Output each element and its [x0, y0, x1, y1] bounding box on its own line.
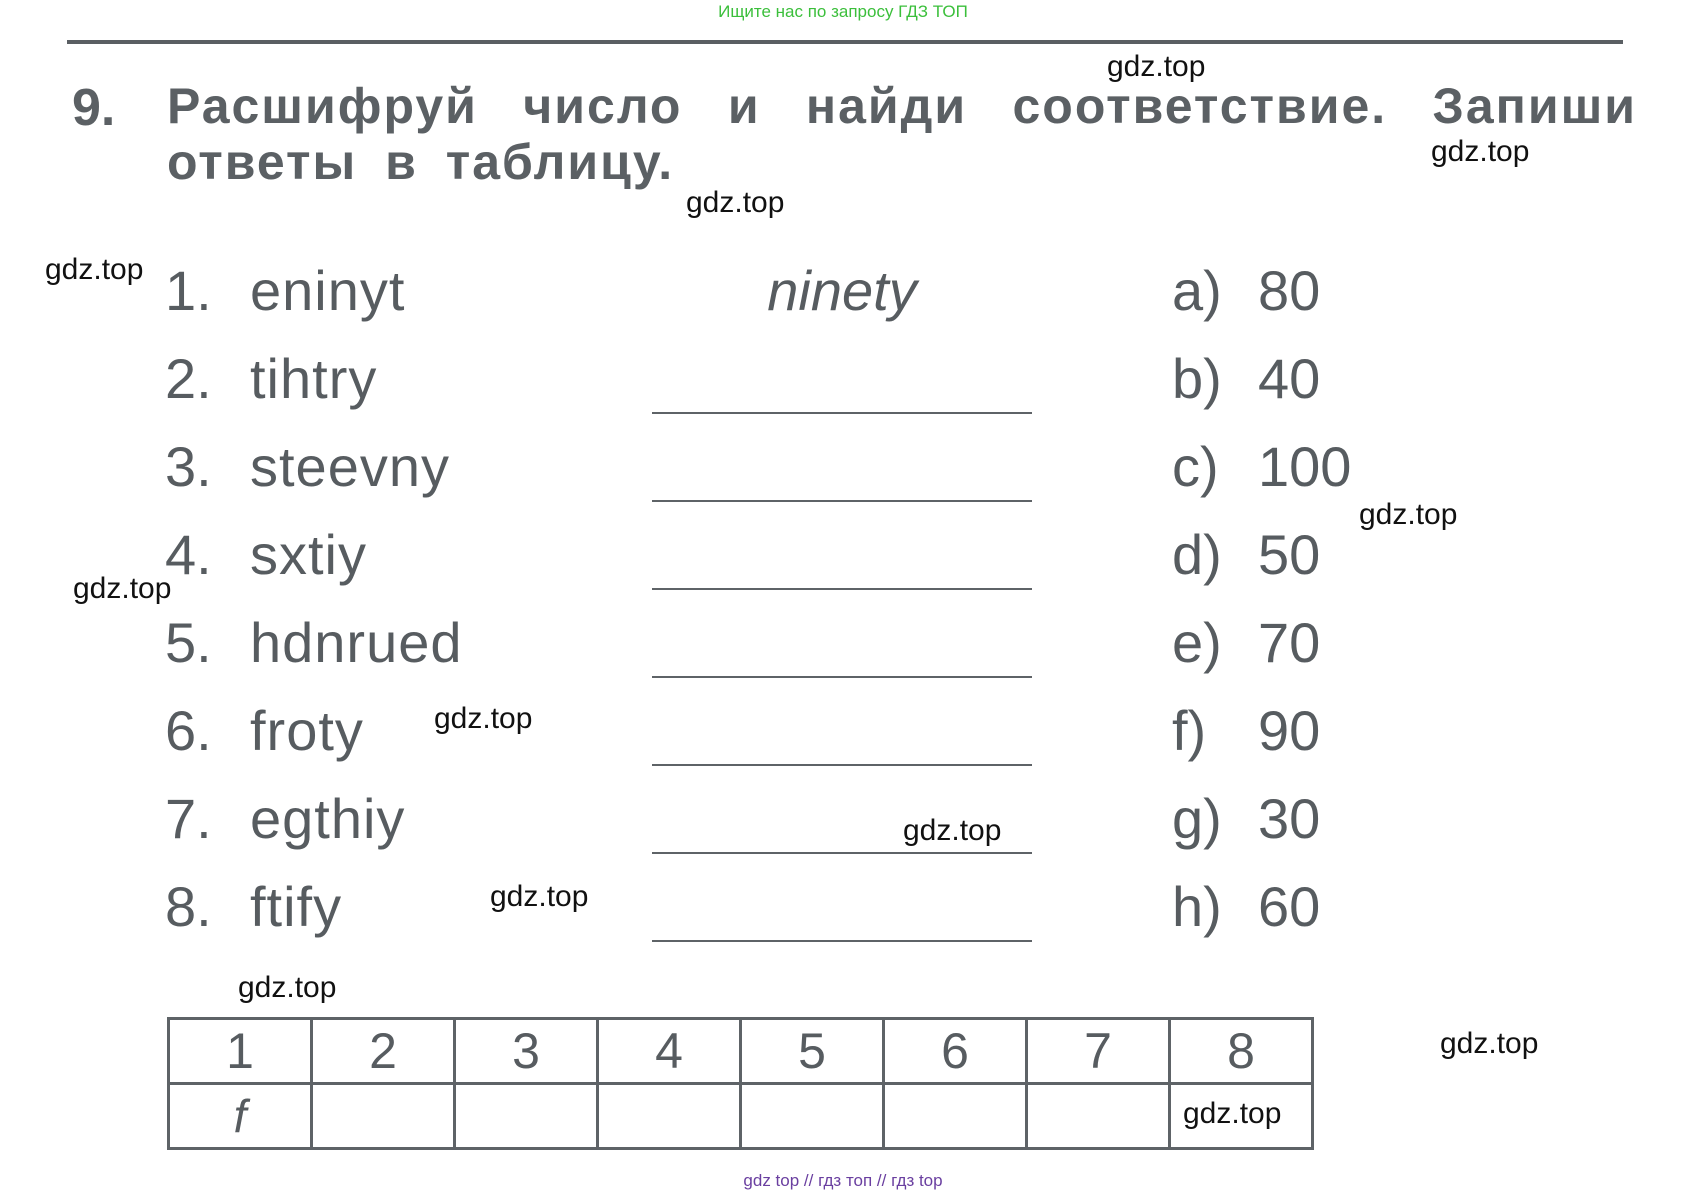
table-answer-cell[interactable] — [741, 1084, 884, 1149]
option-value: 30 — [1258, 787, 1321, 850]
list-item — [0, 874, 1686, 962]
option-value: 50 — [1258, 523, 1321, 586]
item-number: 3. — [165, 435, 212, 498]
option-letter: g) — [1172, 787, 1222, 850]
scrambled-word: steevny — [250, 435, 450, 498]
scrambled-word: hdnrued — [250, 611, 463, 674]
item-number: 5. — [165, 611, 212, 674]
answer-line[interactable] — [652, 852, 1032, 854]
watermark: gdz.top — [1440, 1027, 1539, 1060]
answer-line[interactable] — [652, 588, 1032, 590]
answer-line[interactable] — [652, 500, 1032, 502]
table-header-cell: 1 — [169, 1019, 312, 1084]
table-answer-row — [169, 1084, 1313, 1149]
table-header-cell: 7 — [1027, 1019, 1170, 1084]
scrambled-word: tihtry — [250, 347, 378, 410]
item-number: 6. — [165, 699, 212, 762]
list-item — [0, 258, 1686, 346]
list-item — [0, 346, 1686, 434]
table-answer-cell[interactable] — [884, 1084, 1027, 1149]
table-header-cell: 3 — [455, 1019, 598, 1084]
list-item — [0, 786, 1686, 874]
option-letter: e) — [1172, 611, 1222, 674]
answer-line[interactable] — [652, 764, 1032, 766]
list-item — [0, 522, 1686, 610]
option-letter: b) — [1172, 347, 1222, 410]
watermark: gdz.top — [73, 572, 172, 605]
watermark: gdz.top — [1183, 1097, 1282, 1130]
watermark: gdz.top — [238, 971, 337, 1004]
option-letter: f) — [1172, 699, 1207, 762]
watermark: gdz.top — [1107, 50, 1206, 83]
option-letter: h) — [1172, 875, 1222, 938]
table-header-cell: 8 — [1170, 1019, 1313, 1084]
scrambled-word: eninyt — [250, 259, 406, 322]
option-value: 70 — [1258, 611, 1321, 674]
scrambled-word: ftify — [250, 875, 343, 938]
watermark: gdz.top — [434, 702, 533, 735]
item-number: 7. — [165, 787, 212, 850]
scrambled-word: froty — [250, 699, 364, 762]
option-value: 90 — [1258, 699, 1321, 762]
top-banner[interactable]: Ищите нас по запросу ГДЗ ТОП — [718, 2, 968, 21]
answer-line[interactable] — [652, 940, 1032, 942]
table-header-cell: 4 — [598, 1019, 741, 1084]
item-number: 8. — [165, 875, 212, 938]
item-number: 4. — [165, 523, 212, 586]
table-answer-cell[interactable] — [312, 1084, 455, 1149]
answer-table — [167, 1017, 1314, 1150]
scrambled-word: sxtiy — [250, 523, 367, 586]
table-answer-cell[interactable] — [455, 1084, 598, 1149]
option-value: 80 — [1258, 259, 1321, 322]
table-header-cell: 5 — [741, 1019, 884, 1084]
item-number: 1. — [165, 259, 212, 322]
table-header-cell: 2 — [312, 1019, 455, 1084]
option-value: 100 — [1258, 435, 1352, 498]
top-rule — [67, 40, 1623, 44]
option-letter: a) — [1172, 259, 1222, 322]
option-value: 60 — [1258, 875, 1321, 938]
watermark: gdz.top — [686, 186, 785, 219]
option-value: 40 — [1258, 347, 1321, 410]
task-number: 9. — [72, 79, 116, 137]
list-item — [0, 610, 1686, 698]
scrambled-word: egthiy — [250, 787, 406, 850]
watermark: gdz.top — [1359, 498, 1458, 531]
item-number: 2. — [165, 347, 212, 410]
answer-line[interactable] — [652, 412, 1032, 414]
option-letter: d) — [1172, 523, 1222, 586]
table-header-row — [169, 1019, 1313, 1084]
watermark: gdz.top — [45, 253, 144, 286]
table-header-cell: 6 — [884, 1019, 1027, 1084]
list-item — [0, 698, 1686, 786]
table-answer-cell[interactable] — [598, 1084, 741, 1149]
footer[interactable]: gdz top // гдз топ // гдз top — [743, 1171, 943, 1190]
answer-line[interactable] — [652, 676, 1032, 678]
task-instruction: Расшифруй число и найди соответствие. Запиши ответы в таблицу. — [167, 78, 1637, 190]
table-answer-cell[interactable] — [1027, 1084, 1170, 1149]
watermark: gdz.top — [1431, 135, 1530, 168]
answer-text: ninety — [767, 259, 917, 322]
option-letter: c) — [1172, 435, 1219, 498]
watermark: gdz.top — [490, 880, 589, 913]
table-answer-cell[interactable]: f — [169, 1084, 312, 1149]
watermark: gdz.top — [903, 814, 1002, 847]
